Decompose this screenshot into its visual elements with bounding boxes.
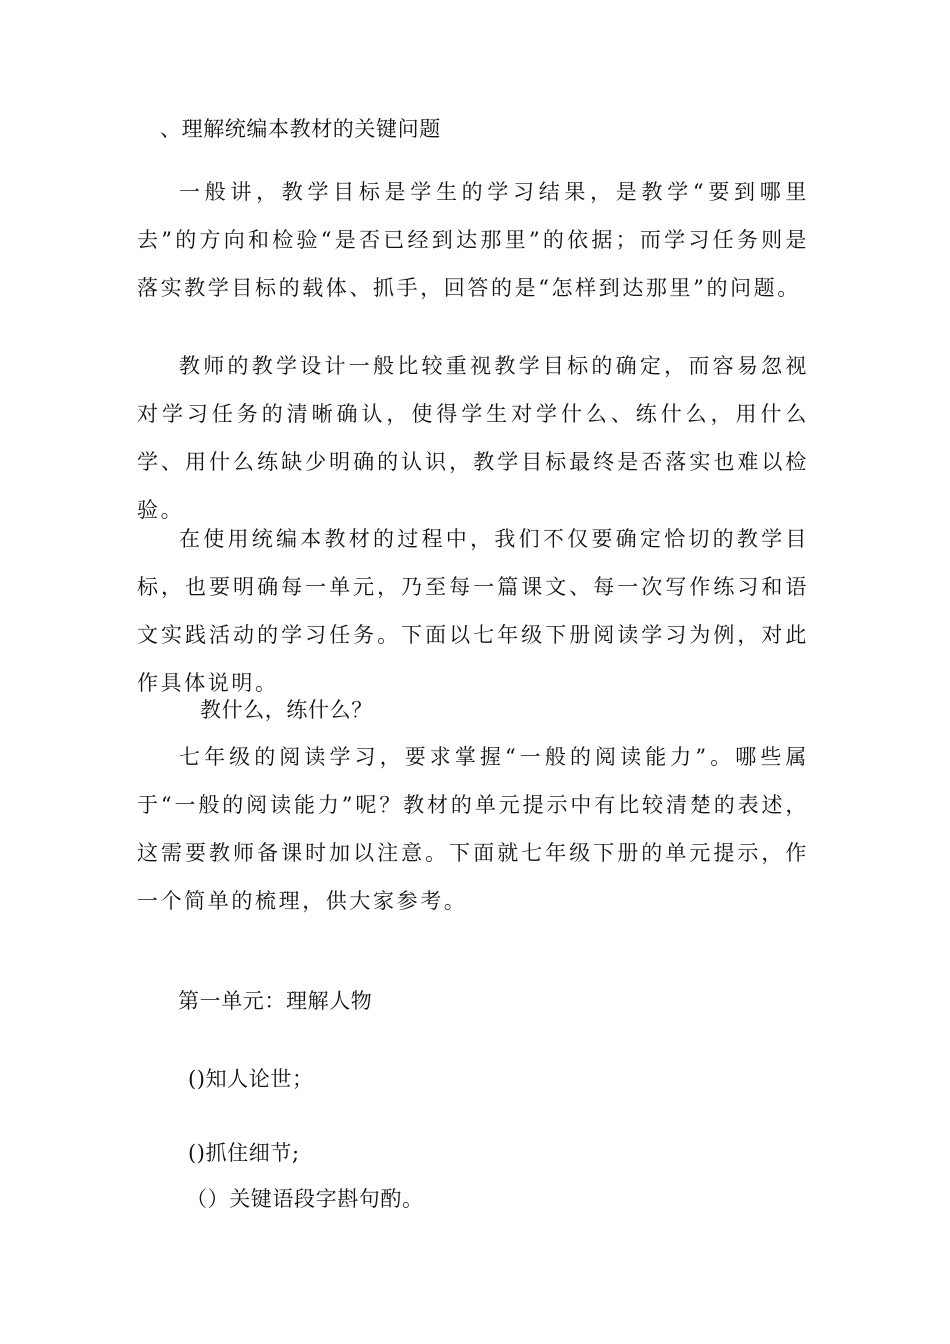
list-item: ()抓住细节; xyxy=(188,1141,300,1165)
unit-title: 第一单元：理解人物 xyxy=(178,989,373,1013)
section-heading: 、理解统编本教材的关键问题 xyxy=(160,117,441,141)
paragraph-4: 七年级的阅读学习，要求掌握“一般的阅读能力”。哪些属于“一般的阅读能力”呢？教材的单元提示中有比较清楚的表述，这需要教师备课时加以注意。下面就七年级下册的单元提示，作一个简单的梳理，供大家参考。 xyxy=(137,745,809,913)
list-item: ()知人论世； xyxy=(188,1067,314,1091)
paragraph-1: 一般讲，教学目标是学生的学习结果，是教学“要到哪里去”的方向和检验“是否已经到达那里”的依据；而学习任务则是落实教学目标的载体、抓手，回答的是“怎样到达那里”的问题。 xyxy=(137,180,809,300)
list-item: （）关键语段字斟句酌。 xyxy=(186,1187,424,1211)
subheading: 教什么，练什么？ xyxy=(200,698,373,722)
paragraph-3: 在使用统编本教材的过程中，我们不仅要确定恰切的教学目标，也要明确每一单元，乃至每一篇课文、每一次写作练习和语文实践活动的学习任务。下面以七年级下册阅读学习为例，对此作具体说明。 xyxy=(137,527,809,695)
paragraph-2: 教师的教学设计一般比较重视教学目标的确定，而容易忽视对学习任务的清晰确认，使得学生对学什么、练什么，用什么学、用什么练缺少明确的认识，教学目标最终是否落实也难以检验。 xyxy=(137,354,809,522)
